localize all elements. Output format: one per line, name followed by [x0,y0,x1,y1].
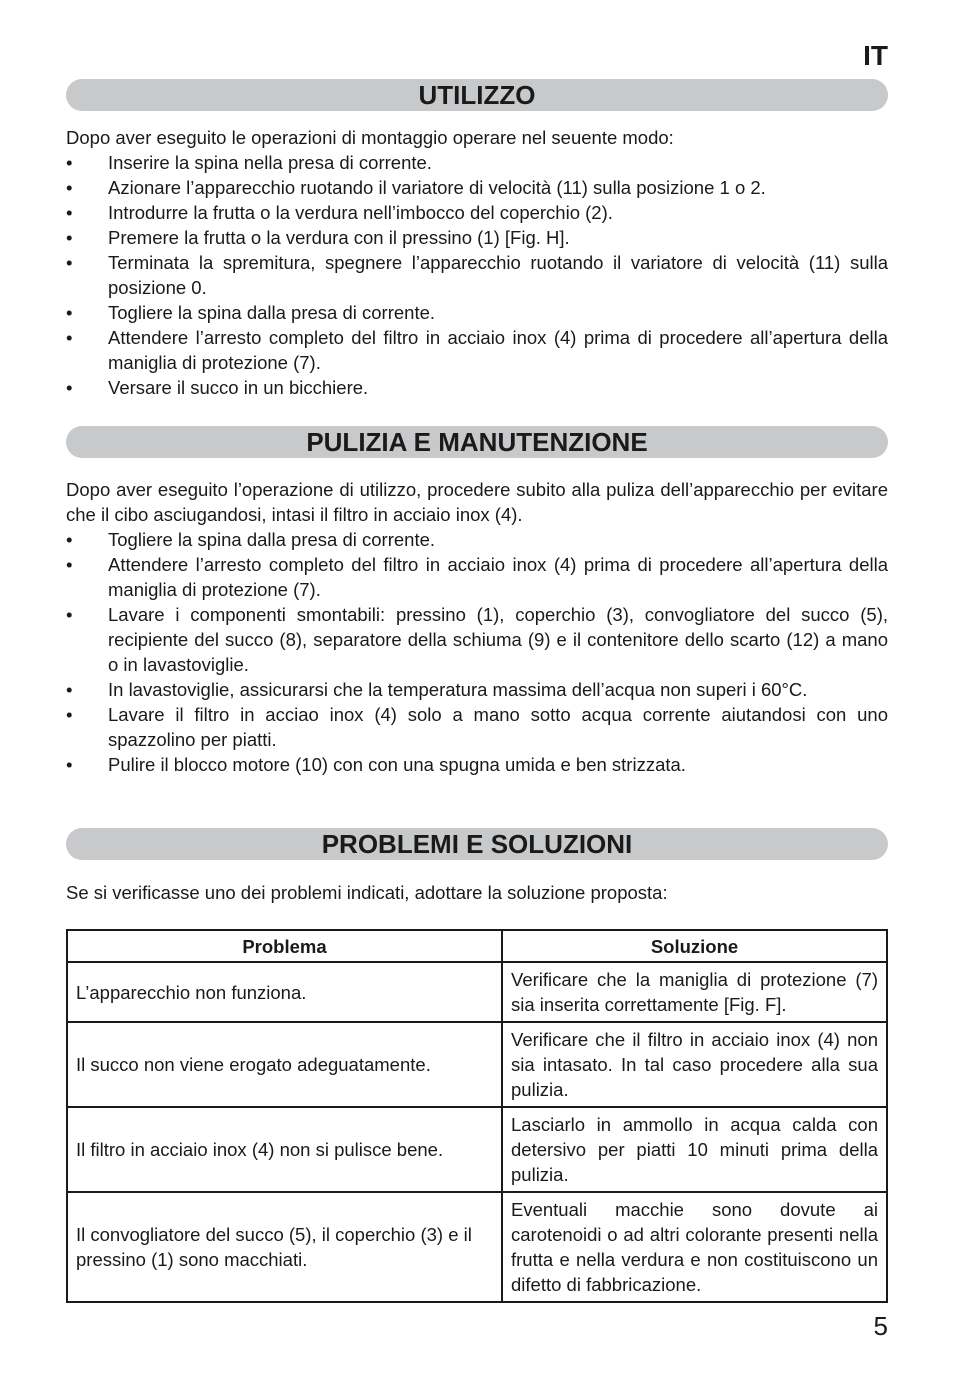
bullet-icon: • [66,554,73,575]
section-title-utilizzo: UTILIZZO [66,79,888,111]
section-intro: Se si verificasse uno dei problemi indicati, adottare la soluzione proposta: [66,882,668,903]
solution-cell: Eventuali macchie sono dovute ai carotenoidi o ad altri colorante presenti nella frutta e nella verdura e non costituiscono un difetto di fabbricazione. [502,1192,887,1302]
bullet-icon: • [66,704,73,725]
list-item: • Lavare i componenti smontabili: pressino (1), coperchio (3), convogliatore del succo (5), recipiente del succo (8), separatore della schiuma (9) e il contenitore dello scarto (12) a mano o in lavastoviglie. [66,604,888,675]
list-item: • Togliere la spina dalla presa di corrente. [66,529,436,550]
bullet-icon: • [66,302,73,323]
bullet-icon: • [66,754,73,775]
header-soluzione: Soluzione [502,930,887,962]
problem-cell: Il succo non viene erogato adeguatamente. [67,1022,502,1107]
list-item: • Terminata la spremitura, spegnere l’apparecchio ruotando il variatore di velocità (11) sulla posizione 0. [66,252,888,298]
table-row [67,1022,887,1107]
list-item: • Togliere la spina dalla presa di corrente. [66,302,436,323]
bullet-icon: • [66,252,73,273]
section-intro: Dopo aver eseguito l’operazione di utilizzo, procedere subito alla puliza dell’apparecchio per evitare che il cibo asciugandosi, intasi il filtro in acciaio inox (4). [66,479,888,525]
page-number: 5 [873,1311,888,1341]
problem-cell: Il convogliatore del succo (5), il coperchio (3) e il pressino (1) sono macchiati. [67,1192,502,1302]
section-body-utilizzo [66,125,888,400]
bullet-icon: • [66,377,73,398]
problem-cell: L’apparecchio non funziona. [67,962,502,1022]
bullet-icon: • [66,327,73,348]
list-item: • Attendere l’arresto completo del filtro in acciaio inox (4) prima di procedere all’apertura della maniglia di protezione (7). [66,327,888,373]
bullet-icon: • [66,604,73,625]
list-item: • Azionare l’apparecchio ruotando il variatore di velocità (11) sulla posizione 1 o 2. [66,177,766,198]
list-item: • Versare il succo in un bicchiere. [66,377,369,398]
bullet-list [66,527,888,777]
list-item: • Premere la frutta o la verdura con il pressino (1) [Fig. H]. [66,227,570,248]
table-row [67,1107,887,1192]
solution-cell: Verificare che il filtro in acciaio inox (4) non sia intasato. In tal caso procedere alla sua pulizia. [502,1022,887,1107]
table-row [67,1192,887,1302]
list-item: • Lavare il filtro in acciao inox (4) solo a mano sotto acqua corrente aiutandosi con uno spazzolino per piatti. [66,704,888,750]
bullet-icon: • [66,152,73,173]
bullet-icon: • [66,227,73,248]
bullet-icon: • [66,177,73,198]
header-problema: Problema [67,930,502,962]
table-row [67,962,887,1022]
table-header-row [67,930,887,962]
language-code: IT [863,40,888,71]
section-title-problemi: PROBLEMI E SOLUZIONI [66,828,888,860]
list-item: • Inserire la spina nella presa di corrente. [66,152,432,173]
bullet-icon: • [66,202,73,223]
list-item: • Attendere l’arresto completo del filtro in acciaio inox (4) prima di procedere all’apertura della maniglia di protezione (7). [66,554,888,600]
bullet-icon: • [66,679,73,700]
list-item: • In lavastoviglie, assicurarsi che la temperatura massima dell’acqua non superi i 60°C. [66,679,808,700]
bullet-list [66,150,888,400]
solution-cell: Lasciarlo in ammollo in acqua calda con detersivo per piatti 10 minuti prima della pulizia. [502,1107,887,1192]
list-item: • Pulire il blocco motore (10) con con una spugna umida e ben strizzata. [66,754,686,775]
section-body-pulizia [66,477,888,777]
section-title-pulizia: PULIZIA E MANUTENZIONE [66,426,888,458]
solution-cell: Verificare che la maniglia di protezione (7) sia inserita correttamente [Fig. F]. [502,962,887,1022]
list-item: • Introdurre la frutta o la verdura nell’imbocco del coperchio (2). [66,202,613,223]
bullet-icon: • [66,529,73,550]
problem-cell: Il filtro in acciaio inox (4) non si pulisce bene. [67,1107,502,1192]
troubleshooting-table [66,929,888,1303]
section-intro: Dopo aver eseguito le operazioni di montaggio operare nel seuente modo: [66,127,674,148]
section-body-problemi [66,880,888,905]
